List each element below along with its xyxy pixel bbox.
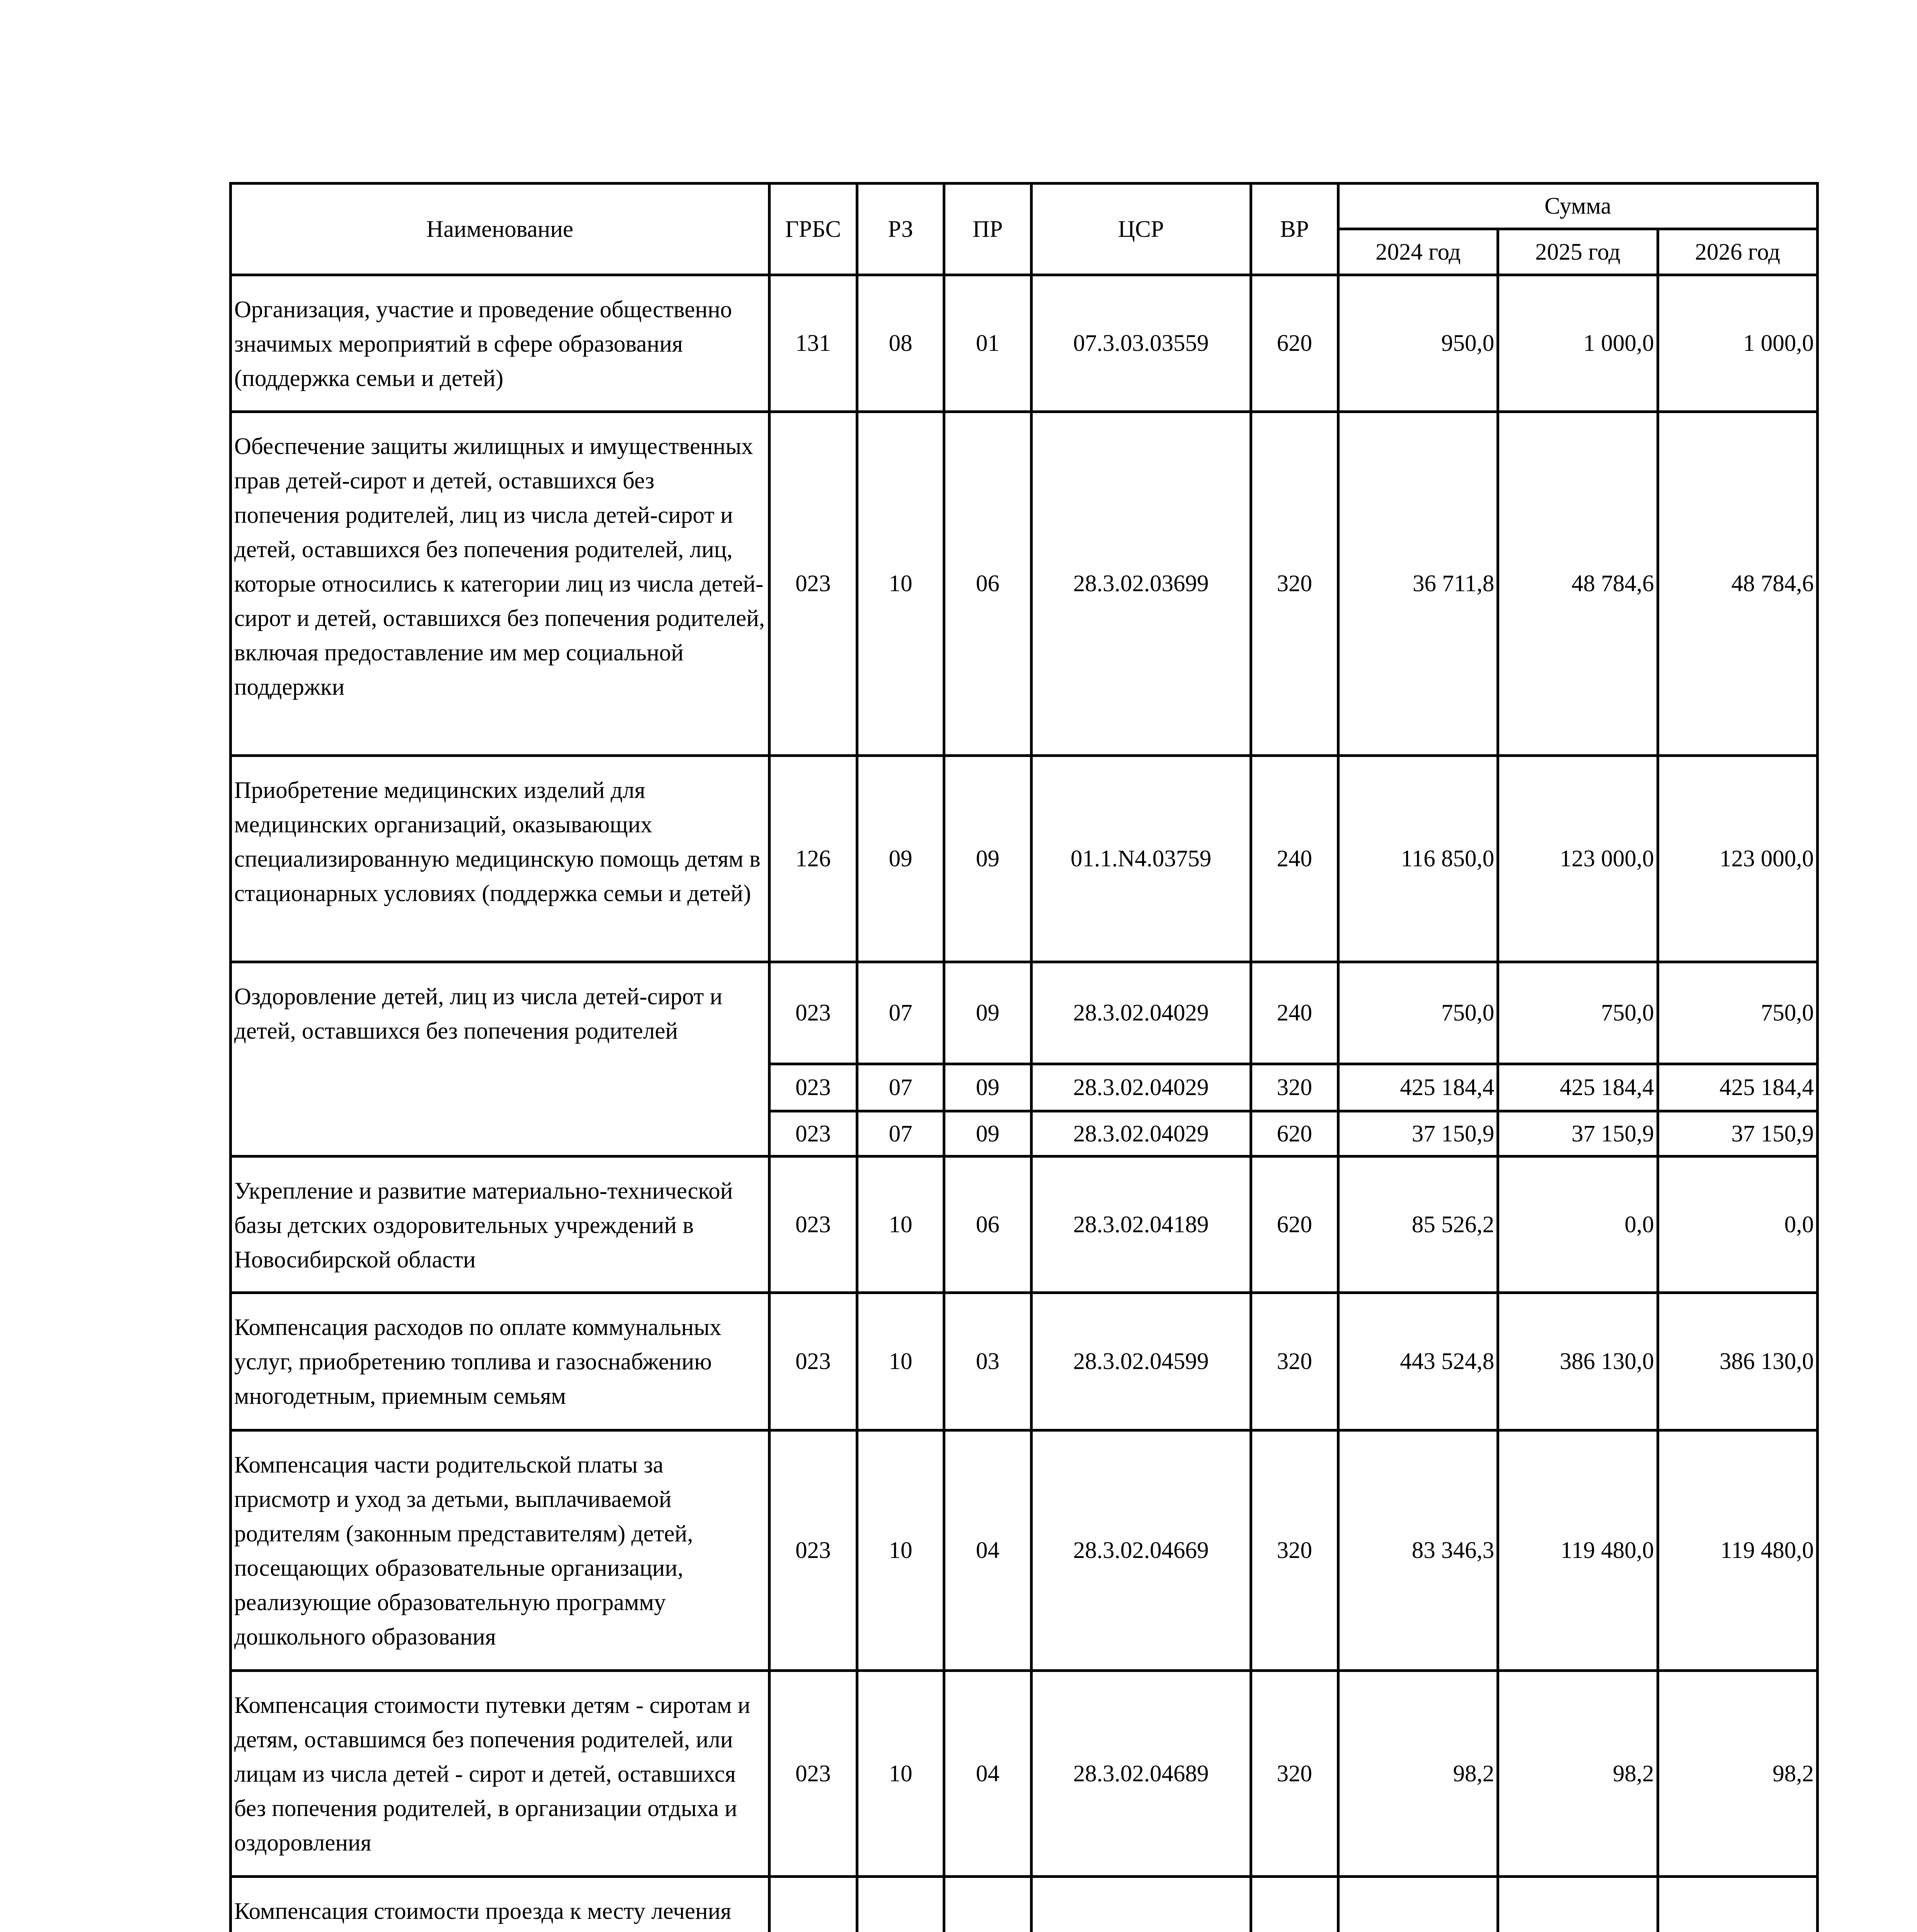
table-row — [231, 412, 1818, 756]
grbs-cell: 023 — [769, 962, 857, 1064]
sum-2026-cell — [1658, 1877, 1817, 1932]
grbs-cell: 023 — [769, 1293, 857, 1430]
pr-cell: 01 — [944, 275, 1031, 412]
sum-2026-cell: 386 130,0 — [1658, 1293, 1817, 1430]
item-name-cell: Компенсация стоимости проезда к месту лечения — [231, 1877, 770, 1932]
sum-2024-cell: 950,0 — [1338, 275, 1498, 412]
sum-2024-cell: 98,2 — [1338, 1671, 1498, 1877]
vr-cell: 320 — [1251, 1064, 1338, 1111]
sum-2025-cell: 386 130,0 — [1498, 1293, 1658, 1430]
sum-2025-cell: 1 000,0 — [1498, 275, 1658, 412]
csr-cell: 28.3.02.03699 — [1031, 412, 1251, 756]
vr-cell: 320 — [1251, 1293, 1338, 1430]
grbs-cell: 023 — [769, 412, 857, 756]
pr-cell: 04 — [944, 1671, 1031, 1877]
csr-cell: 28.3.02.04599 — [1031, 1293, 1251, 1430]
sum-2026-cell: 425 184,4 — [1658, 1064, 1817, 1111]
table-row — [231, 756, 1818, 962]
sum-2024-cell: 443 524,8 — [1338, 1293, 1498, 1430]
grbs-cell: 023 — [769, 1430, 857, 1671]
sum-2026-cell: 1 000,0 — [1658, 275, 1817, 412]
sum-2025-cell — [1498, 1877, 1658, 1932]
pr-cell: 06 — [944, 412, 1031, 756]
vr-cell: 320 — [1251, 1430, 1338, 1671]
sum-2025-cell: 425 184,4 — [1498, 1064, 1658, 1111]
sum-2024-cell: 37 150,9 — [1338, 1111, 1498, 1156]
sum-2024-cell: 83 346,3 — [1338, 1430, 1498, 1671]
rz-cell: 10 — [857, 1430, 944, 1671]
grbs-cell: 126 — [769, 756, 857, 962]
rz-cell: 07 — [857, 1111, 944, 1156]
csr-cell — [1031, 1877, 1251, 1932]
table-row — [231, 962, 1818, 1064]
item-name-cell: Компенсация части родительской платы за присмотр и уход за детьми, выплачиваемой родителям (законным представителям) детей, посещающих образовательные организации, реализующие образовательную программу дошкольного образования — [231, 1430, 770, 1671]
item-name-cell: Обеспечение защиты жилищных и имущественных прав детей-сирот и детей, оставшихся без попечения родителей, лиц из числа детей-сирот и детей, оставшихся без попечения родителей, лиц, которые относились к категории лиц из числа детей-сирот и детей, оставшихся без попечения родителей, включая предоставление им мер социальной поддержки — [231, 412, 770, 756]
header-vr: ВР — [1251, 184, 1338, 275]
rz-cell: 10 — [857, 1671, 944, 1877]
grbs-cell: 131 — [769, 275, 857, 412]
rz-cell: 07 — [857, 1064, 944, 1111]
table-body — [231, 275, 1818, 1932]
grbs-cell: 023 — [769, 1671, 857, 1877]
header-year-2025: 2025 год — [1498, 229, 1658, 275]
vr-cell: 620 — [1251, 275, 1338, 412]
sum-2026-cell: 37 150,9 — [1658, 1111, 1817, 1156]
table-row — [231, 1430, 1818, 1671]
sum-2024-cell: 85 526,2 — [1338, 1156, 1498, 1293]
csr-cell: 28.3.02.04189 — [1031, 1156, 1251, 1293]
table-row — [231, 1877, 1818, 1932]
item-name-cell: Оздоровление детей, лиц из числа детей-сирот и детей, оставшихся без попечения родителей — [231, 962, 770, 1156]
header-pr: ПР — [944, 184, 1031, 275]
table-row — [231, 1671, 1818, 1877]
rz-cell: 10 — [857, 1293, 944, 1430]
table-row — [231, 275, 1818, 412]
item-name-cell: Укрепление и развитие материально-технической базы детских оздоровительных учреждений в Новосибирской области — [231, 1156, 770, 1293]
sum-2025-cell: 98,2 — [1498, 1671, 1658, 1877]
sum-2026-cell: 119 480,0 — [1658, 1430, 1817, 1671]
header-year-2024: 2024 год — [1338, 229, 1498, 275]
sum-2024-cell: 36 711,8 — [1338, 412, 1498, 756]
rz-cell: 08 — [857, 275, 944, 412]
csr-cell: 28.3.02.04029 — [1031, 962, 1251, 1064]
sum-2026-cell: 48 784,6 — [1658, 412, 1817, 756]
vr-cell: 320 — [1251, 412, 1338, 756]
pr-cell: 06 — [944, 1156, 1031, 1293]
pr-cell: 04 — [944, 1430, 1031, 1671]
sum-2025-cell: 48 784,6 — [1498, 412, 1658, 756]
vr-cell: 240 — [1251, 756, 1338, 962]
grbs-cell: 023 — [769, 1064, 857, 1111]
pr-cell: 03 — [944, 1293, 1031, 1430]
grbs-cell — [769, 1877, 857, 1932]
pr-cell: 09 — [944, 1111, 1031, 1156]
grbs-cell: 023 — [769, 1111, 857, 1156]
pr-cell — [944, 1877, 1031, 1932]
grbs-cell: 023 — [769, 1156, 857, 1293]
item-name-cell: Организация, участие и проведение общественно значимых мероприятий в сфере образования (поддержка семьи и детей) — [231, 275, 770, 412]
budget-table — [229, 182, 1819, 1932]
sum-2025-cell: 119 480,0 — [1498, 1430, 1658, 1671]
csr-cell: 28.3.02.04029 — [1031, 1111, 1251, 1156]
item-name-cell: Компенсация расходов по оплате коммунальных услуг, приобретению топлива и газоснабжению многодетным, приемным семьям — [231, 1293, 770, 1430]
vr-cell — [1251, 1877, 1338, 1932]
rz-cell: 10 — [857, 1156, 944, 1293]
header-grbs: ГРБС — [769, 184, 857, 275]
header-year-2026: 2026 год — [1658, 229, 1817, 275]
sum-2024-cell — [1338, 1877, 1498, 1932]
sum-2025-cell: 37 150,9 — [1498, 1111, 1658, 1156]
sum-2026-cell: 98,2 — [1658, 1671, 1817, 1877]
csr-cell: 01.1.N4.03759 — [1031, 756, 1251, 962]
table-row — [231, 1156, 1818, 1293]
rz-cell — [857, 1877, 944, 1932]
table-row — [231, 1293, 1818, 1430]
pr-cell: 09 — [944, 1064, 1031, 1111]
pr-cell: 09 — [944, 756, 1031, 962]
csr-cell: 28.3.02.04029 — [1031, 1064, 1251, 1111]
header-sum: Сумма — [1338, 184, 1817, 229]
pr-cell: 09 — [944, 962, 1031, 1064]
rz-cell: 07 — [857, 962, 944, 1064]
sum-2025-cell: 0,0 — [1498, 1156, 1658, 1293]
csr-cell: 28.3.02.04689 — [1031, 1671, 1251, 1877]
rz-cell: 09 — [857, 756, 944, 962]
csr-cell: 28.3.02.04669 — [1031, 1430, 1251, 1671]
item-name-cell: Компенсация стоимости путевки детям - сиротам и детям, оставшимся без попечения родителей, или лицам из числа детей - сирот и детей, оставшихся без попечения родителей, в организации отдыха и оздоровления — [231, 1671, 770, 1877]
sum-2024-cell: 425 184,4 — [1338, 1064, 1498, 1111]
header-csr: ЦСР — [1031, 184, 1251, 275]
rz-cell: 10 — [857, 412, 944, 756]
sum-2024-cell: 750,0 — [1338, 962, 1498, 1064]
sum-2024-cell: 116 850,0 — [1338, 756, 1498, 962]
vr-cell: 620 — [1251, 1156, 1338, 1293]
sum-2025-cell: 750,0 — [1498, 962, 1658, 1064]
header-name: Наименование — [231, 184, 770, 275]
sum-2026-cell: 0,0 — [1658, 1156, 1817, 1293]
vr-cell: 320 — [1251, 1671, 1338, 1877]
header-rz: РЗ — [857, 184, 944, 275]
vr-cell: 620 — [1251, 1111, 1338, 1156]
item-name-cell: Приобретение медицинских изделий для медицинских организаций, оказывающих специализированную медицинскую помощь детям в стационарных условиях (поддержка семьи и детей) — [231, 756, 770, 962]
csr-cell: 07.3.03.03559 — [1031, 275, 1251, 412]
sum-2026-cell: 123 000,0 — [1658, 756, 1817, 962]
vr-cell: 240 — [1251, 962, 1338, 1064]
sum-2026-cell: 750,0 — [1658, 962, 1817, 1064]
sum-2025-cell: 123 000,0 — [1498, 756, 1658, 962]
